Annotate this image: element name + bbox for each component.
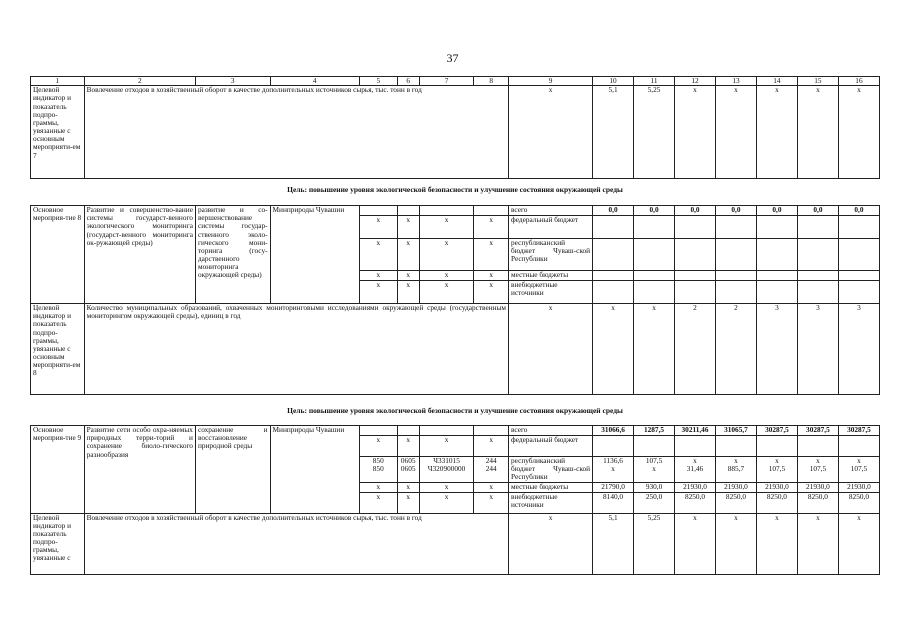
- funding-value: [593, 239, 634, 271]
- funding-value: [838, 281, 879, 304]
- funding-value: 930,0: [634, 482, 675, 492]
- budget-code: x: [474, 239, 509, 271]
- funding-value: 0,0: [634, 206, 675, 216]
- page-number: 37: [446, 51, 459, 65]
- funding-value: [756, 436, 797, 457]
- budget-code: x: [359, 492, 397, 513]
- funding-value: [797, 271, 838, 281]
- budget-code: x: [359, 436, 397, 457]
- indicator-value: x: [838, 86, 879, 179]
- funding-value: [797, 281, 838, 304]
- funding-value: 21930,0: [838, 482, 879, 492]
- indicator-value: 3: [797, 304, 838, 395]
- indicator-text: Вовлечение отходов в хозяйственный оборот в качестве дополнительных источников сырья, тыс. тонн в год: [84, 513, 508, 574]
- funding-value: [634, 216, 675, 239]
- funding-value: [797, 239, 838, 271]
- funding-value: 107,5 x: [634, 457, 675, 483]
- column-number: 12: [675, 77, 716, 86]
- finance-row: [31, 426, 880, 436]
- column-number: 2: [84, 77, 195, 86]
- indicator-value: 5,25: [634, 513, 675, 574]
- budget-code: x: [397, 239, 419, 271]
- column-number: 10: [593, 77, 634, 86]
- budget-code: [419, 426, 474, 436]
- column-number: 4: [270, 77, 359, 86]
- budget-code: x: [474, 281, 509, 304]
- funding-value: [756, 271, 797, 281]
- funding-value: [593, 436, 634, 457]
- indicator-value: x: [593, 304, 634, 395]
- budget-code: x: [419, 271, 474, 281]
- funding-value: [675, 239, 716, 271]
- funding-value: 8250,0: [838, 492, 879, 513]
- indicator-value: x: [509, 513, 593, 574]
- funding-source: внебюджетные источники: [509, 281, 593, 304]
- funding-source: местные бюджеты: [509, 482, 593, 492]
- indicator-text: Вовлечение отходов в хозяйственный оборот в качестве дополнительных источников сырья, тыс. тонн в год: [84, 86, 508, 179]
- indicator-value: x: [797, 513, 838, 574]
- budget-code: [474, 426, 509, 436]
- budget-code: x: [419, 216, 474, 239]
- budget-code: 244 244: [474, 457, 509, 483]
- indicator-value: x: [675, 86, 716, 179]
- budget-code: [474, 206, 509, 216]
- indicator-row: [31, 513, 880, 574]
- funding-source: местные бюджеты: [509, 271, 593, 281]
- finance-row: [31, 206, 880, 216]
- funding-value: 21930,0: [797, 482, 838, 492]
- budget-code: x: [474, 216, 509, 239]
- budget-code: [397, 206, 419, 216]
- funding-value: [715, 436, 756, 457]
- goal-heading-2: Цель: повышение уровня экологической безопасности и улучшение состояния окружающей среды: [287, 406, 623, 415]
- funding-value: 21930,0: [756, 482, 797, 492]
- funding-value: 8250,0: [756, 492, 797, 513]
- funding-source: республиканский бюджет Чуваш-ской Республики: [509, 457, 593, 483]
- funding-value: [634, 436, 675, 457]
- indicator-value: 2: [675, 304, 716, 395]
- column-number: 14: [756, 77, 797, 86]
- funding-value: 31065,7: [715, 426, 756, 436]
- indicator-value: 3: [838, 304, 879, 395]
- indicator-value: x: [797, 86, 838, 179]
- budget-code: x: [359, 239, 397, 271]
- funding-value: [593, 216, 634, 239]
- activity-description: Развитие и совершенство-вание системы государст-венного экологического мониторинга (государст-венного мониторинга ок-ружающей среды): [84, 206, 195, 304]
- funding-value: [593, 281, 634, 304]
- activity-result: сохранение и восстановление природной среды: [195, 426, 270, 514]
- column-number: 7: [419, 77, 474, 86]
- funding-value: 0,0: [797, 206, 838, 216]
- funding-value: 31066,6: [593, 426, 634, 436]
- funding-value: [838, 271, 879, 281]
- budget-code: x: [474, 482, 509, 492]
- indicator-row: [31, 86, 880, 179]
- funding-value: [838, 239, 879, 271]
- funding-value: [675, 216, 716, 239]
- budget-code: x: [397, 216, 419, 239]
- budget-code: x: [397, 436, 419, 457]
- budget-code: [419, 206, 474, 216]
- budget-code: x: [359, 216, 397, 239]
- funding-value: [715, 281, 756, 304]
- funding-source: всего: [509, 426, 593, 436]
- table-section-2: [30, 205, 880, 395]
- funding-value: 0,0: [715, 206, 756, 216]
- table-section-3: [30, 425, 880, 575]
- budget-code: 850 850: [359, 457, 397, 483]
- row-label: Основное мероприя-тие 8: [31, 206, 85, 304]
- indicator-text: Количество муниципальных образований, охваченных мониторинговыми исследованиями окружающей среды (государственным мониторингом окружающей среды), единиц в год: [84, 304, 508, 395]
- funding-source: федеральный бюджет: [509, 216, 593, 239]
- indicator-value: x: [715, 513, 756, 574]
- budget-code: x: [419, 239, 474, 271]
- funding-source: федеральный бюджет: [509, 436, 593, 457]
- budget-code: Ч331015 Ч320900000: [419, 457, 474, 483]
- funding-value: 8140,0: [593, 492, 634, 513]
- funding-value: 0,0: [838, 206, 879, 216]
- funding-value: 0,0: [675, 206, 716, 216]
- indicator-row: [31, 304, 880, 395]
- funding-value: x 107,5: [797, 457, 838, 483]
- funding-value: [756, 216, 797, 239]
- funding-value: 21930,0: [675, 482, 716, 492]
- column-number: 15: [797, 77, 838, 86]
- budget-code: x: [397, 482, 419, 492]
- funding-value: [634, 281, 675, 304]
- indicator-value: 5,25: [634, 86, 675, 179]
- funding-value: 30287,5: [797, 426, 838, 436]
- activity-executor: Минприроды Чувашии: [270, 206, 359, 304]
- row-label: Целевой индикатор и показатель подпро-граммы, увязанные с основным мероприяти-ем 7: [31, 86, 85, 179]
- budget-code: x: [359, 482, 397, 492]
- indicator-value: 5,1: [593, 86, 634, 179]
- indicator-value: x: [756, 86, 797, 179]
- funding-source: внебюджетные источники: [509, 492, 593, 513]
- funding-value: [593, 271, 634, 281]
- budget-code: x: [359, 271, 397, 281]
- indicator-value: x: [838, 513, 879, 574]
- indicator-value: 5,1: [593, 513, 634, 574]
- funding-value: x 31,46: [675, 457, 716, 483]
- funding-value: [675, 271, 716, 281]
- funding-value: x 107,5: [838, 457, 879, 483]
- funding-value: [715, 239, 756, 271]
- funding-value: [715, 271, 756, 281]
- indicator-value: 2: [715, 304, 756, 395]
- budget-code: [397, 426, 419, 436]
- budget-code: x: [474, 271, 509, 281]
- funding-value: 8250,0: [675, 492, 716, 513]
- budget-code: x: [397, 492, 419, 513]
- indicator-value: x: [634, 304, 675, 395]
- funding-value: [634, 271, 675, 281]
- budget-code: x: [397, 271, 419, 281]
- budget-code: x: [474, 492, 509, 513]
- budget-code: x: [419, 436, 474, 457]
- indicator-value: 3: [756, 304, 797, 395]
- funding-value: 8250,0: [715, 492, 756, 513]
- funding-value: [675, 436, 716, 457]
- funding-value: [756, 239, 797, 271]
- funding-value: 30211,46: [675, 426, 716, 436]
- activity-result: развитие и со-вершенствование системы государ-ственного эколо-гического мони-торинга (госу-дарственного мониторинга окружающей среды): [195, 206, 270, 304]
- column-number: 3: [195, 77, 270, 86]
- budget-code: x: [419, 482, 474, 492]
- funding-value: 0,0: [593, 206, 634, 216]
- funding-value: [756, 281, 797, 304]
- column-number: 11: [634, 77, 675, 86]
- row-label: Основное мероприя-тие 9: [31, 426, 85, 514]
- column-number: 5: [359, 77, 397, 86]
- column-numbers-row: [31, 77, 880, 86]
- funding-value: 250,0: [634, 492, 675, 513]
- column-number: 13: [715, 77, 756, 86]
- column-number: 6: [397, 77, 419, 86]
- column-number: 1: [31, 77, 85, 86]
- funding-value: 21790,0: [593, 482, 634, 492]
- funding-value: 0,0: [756, 206, 797, 216]
- activity-executor: Минприроды Чувашии: [270, 426, 359, 514]
- budget-code: 0605 0605: [397, 457, 419, 483]
- funding-value: [797, 216, 838, 239]
- column-number: 16: [838, 77, 879, 86]
- indicator-value: x: [509, 304, 593, 395]
- table-section-1: [30, 76, 880, 179]
- funding-source: республиканский бюджет Чуваш-ской Республики: [509, 239, 593, 271]
- row-label: Целевой индикатор и показатель подпро-граммы, увязанные с: [31, 513, 85, 574]
- column-number: 9: [509, 77, 593, 86]
- funding-value: 30287,5: [838, 426, 879, 436]
- budget-code: x: [397, 281, 419, 304]
- budget-code: x: [359, 281, 397, 304]
- indicator-value: x: [509, 86, 593, 179]
- budget-code: [359, 426, 397, 436]
- funding-value: 21930,0: [715, 482, 756, 492]
- column-number: 8: [474, 77, 509, 86]
- funding-value: 30287,5: [756, 426, 797, 436]
- indicator-value: x: [715, 86, 756, 179]
- funding-value: [634, 239, 675, 271]
- indicator-value: x: [675, 513, 716, 574]
- row-label: Целевой индикатор и показатель подпро-граммы, увязанные с основным мероприяти-ем 8: [31, 304, 85, 395]
- funding-value: 8250,0: [797, 492, 838, 513]
- funding-value: [838, 216, 879, 239]
- funding-value: 1287,5: [634, 426, 675, 436]
- activity-description: Развитие сети особо охра-няемых природных терри-торий и сохранение биоло-гического разнообразия: [84, 426, 195, 514]
- budget-code: x: [419, 492, 474, 513]
- funding-value: x 107,5: [756, 457, 797, 483]
- budget-code: [359, 206, 397, 216]
- funding-value: [675, 281, 716, 304]
- funding-value: [797, 436, 838, 457]
- funding-value: x 885,7: [715, 457, 756, 483]
- budget-code: x: [474, 436, 509, 457]
- budget-code: x: [419, 281, 474, 304]
- funding-value: 1136,6 x: [593, 457, 634, 483]
- indicator-value: x: [756, 513, 797, 574]
- goal-heading-1: Цель: повышение уровня экологической безопасности и улучшение состояния окружающей среды: [287, 185, 623, 194]
- funding-value: [838, 436, 879, 457]
- funding-source: всего: [509, 206, 593, 216]
- funding-value: [715, 216, 756, 239]
